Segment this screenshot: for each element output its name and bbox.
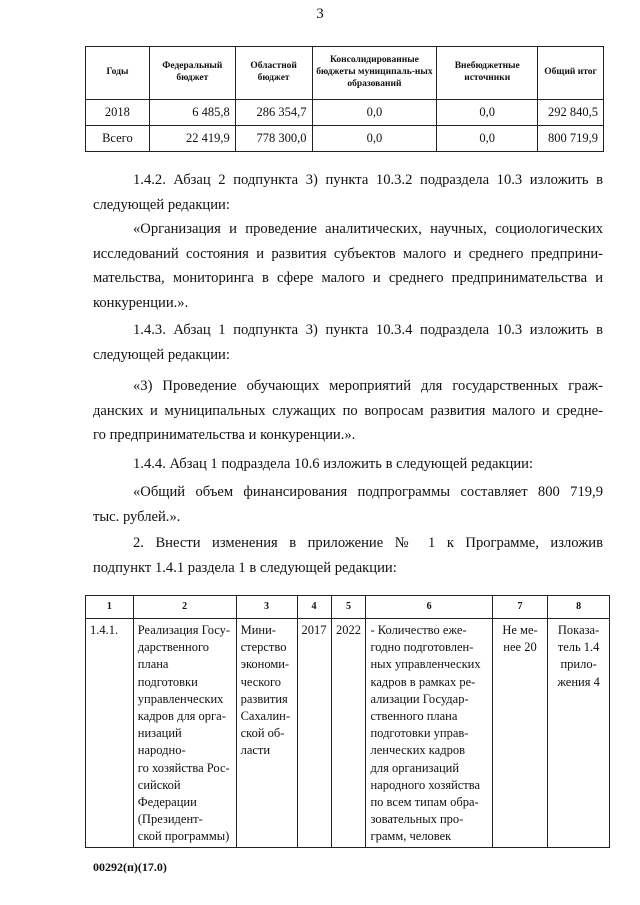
cell-municipal: 0,0 [312, 100, 437, 126]
cell-regional: 778 300,0 [235, 126, 312, 152]
paragraph-1-4-2: 1.4.2. Абзац 2 подпункта 3) пункта 10.3.2 подраздела 10.3 изложить в следующей редакции: [93, 172, 603, 213]
cell-line: (Президент- [137, 812, 203, 827]
header-regional: Областной бюджет [235, 47, 312, 100]
header-col-6: 6 [366, 596, 492, 619]
cell-line: - Количество еже- [370, 623, 467, 637]
cell-end-year: 2022 [331, 619, 366, 848]
cell-line: Не ме- [502, 623, 538, 637]
cell-line: стерство [240, 640, 287, 655]
header-federal: Федеральный бюджет [149, 47, 235, 100]
cell-line: плана подготовки [137, 657, 198, 689]
quote-1-4-3: «3) Проведение обучающих мероприятий для государственных граж- данских и муниципальных служащих по вопросам развития малого и средне- го предпринимательства и конкуренции.». [93, 378, 603, 444]
cell-line: жения 4 [557, 674, 600, 689]
cell-line: ласти [240, 743, 271, 758]
cell-start-year: 2017 [297, 619, 331, 848]
header-col-7: 7 [492, 596, 547, 619]
cell-line: по всем типам обра- [370, 795, 479, 810]
cell-line: ской об- [240, 726, 285, 741]
quote-1-4-4: «Общий объем финансирования подпрограммы составляет 800 719,9 тыс. рублей.». [93, 484, 603, 525]
program-table [85, 595, 610, 848]
cell-item-number: 1.4.1. [86, 619, 134, 848]
header-col-1: 1 [86, 596, 134, 619]
table-row [86, 100, 604, 126]
cell-line: ализации Государ- [370, 691, 469, 706]
finance-table [85, 46, 604, 152]
header-total: Общий итог [538, 47, 604, 100]
program-table-header [86, 596, 610, 619]
cell-line: для организаций [370, 760, 460, 775]
cell-line: народного хозяйства [370, 777, 481, 792]
cell-line: годно подготовлен- [370, 640, 474, 655]
cell-federal: 6 485,8 [149, 100, 235, 126]
cell-line: Сахалин- [240, 709, 290, 724]
finance-table-header [86, 47, 604, 100]
cell-indicator [366, 619, 492, 848]
header-years: Годы [86, 47, 150, 100]
cell-total: 292 840,5 [538, 100, 604, 126]
header-col-3: 3 [236, 596, 297, 619]
cell-line: зовательных про- [370, 812, 464, 827]
cell-line: кадров в рамках ре- [370, 674, 476, 689]
cell-line: низаций народно- [137, 726, 186, 758]
header-col-4: 4 [297, 596, 331, 619]
cell-municipal: 0,0 [312, 126, 437, 152]
cell-line: ственного плана [370, 709, 458, 724]
header-col-2: 2 [133, 596, 236, 619]
cell-line: дарственного [137, 640, 210, 655]
cell-line: Мини- [240, 623, 276, 637]
document-code: 00292(п)(17.0) [93, 860, 167, 874]
paragraph-1-4-3: 1.4.3. Абзац 1 подпункта 3) пункта 10.3.4 подраздела 10.3 изложить в следующей редакции: [93, 322, 603, 363]
cell-line: ных управленческих [370, 657, 481, 672]
header-offbudget: Внебюджетные источники [437, 47, 538, 100]
cell-line: ской программы) [137, 829, 230, 844]
cell-line: ческого [240, 674, 282, 689]
quote-1-4-2: «Организация и проведение аналитических, научных, социологических исследований состояния и развития субъектов малого и среднего предприни- мательства, мониторинга в сфере малого и среднего предпринимательства и конкуренции.». [93, 221, 603, 311]
paragraph-1-4-4: 1.4.4. Абзац 1 подраздела 10.6 изложить в следующей редакции: [133, 456, 534, 472]
cell-line: ленческих кадров [370, 743, 465, 758]
page-number: 3 [316, 6, 324, 22]
cell-line: прило- [560, 657, 597, 672]
cell-activity-name [133, 619, 236, 848]
cell-line: Показа- [557, 623, 600, 637]
table-row [86, 126, 604, 152]
cell-year: 2018 [86, 100, 150, 126]
cell-offbudget: 0,0 [437, 100, 538, 126]
cell-year: Всего [86, 126, 150, 152]
cell-line: тель 1.4 [557, 640, 600, 655]
cell-target-value [492, 619, 547, 848]
cell-line: подготовки управ- [370, 726, 469, 741]
cell-executor [236, 619, 297, 848]
cell-offbudget: 0,0 [437, 126, 538, 152]
cell-line: грамм, человек [370, 829, 452, 844]
cell-line: нее 20 [503, 640, 537, 655]
cell-regional: 286 354,7 [235, 100, 312, 126]
cell-line: Реализация Госу- [137, 623, 231, 637]
cell-line: кадров для орга- [137, 709, 226, 724]
cell-line: развития [240, 691, 288, 706]
header-col-5: 5 [331, 596, 366, 619]
paragraph-2: 2. Внести изменения в приложение № 1 к Программе, изложив подпункт 1.4.1 раздела 1 в следующей редакции: [93, 535, 603, 576]
cell-line: управленческих [137, 691, 224, 706]
header-col-8: 8 [548, 596, 610, 619]
cell-line: го хозяйства Рос- [137, 760, 230, 775]
cell-total: 800 719,9 [538, 126, 604, 152]
cell-line: сийской Федерации [137, 777, 197, 810]
cell-federal: 22 419,9 [149, 126, 235, 152]
cell-reference [548, 619, 610, 848]
cell-line: экономи- [240, 657, 290, 672]
header-municipal: Консолидированные бюджеты муниципаль-ных образований [312, 47, 437, 100]
table-row [86, 619, 610, 848]
